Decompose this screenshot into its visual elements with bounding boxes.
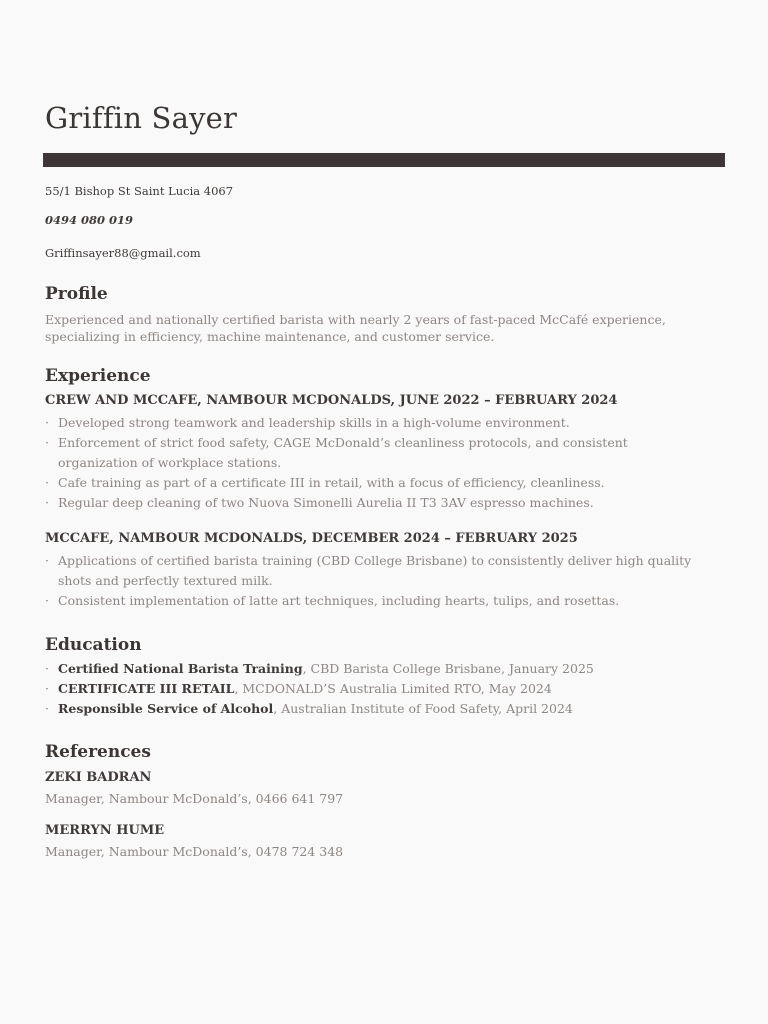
reference-name: MERRYN HUME — [45, 823, 165, 838]
education-list — [45, 659, 705, 719]
education-item — [45, 659, 705, 679]
phone-number: 0494 080 019 — [45, 213, 134, 227]
bullet-glyph: · — [45, 475, 49, 490]
education-provider: , MCDONALD’S Australia Limited RTO, May 2024 — [234, 681, 552, 696]
job-bullet — [45, 473, 705, 493]
profile-heading: Profile — [45, 284, 108, 304]
job-bullet-text: Regular deep cleaning of two Nuova Simonelli Aurelia II T3 3AV espresso machines. — [58, 495, 594, 510]
header-divider-bar — [43, 153, 725, 167]
job-title: MCCAFE, NAMBOUR MCDONALDS, DECEMBER 2024 – FEBRUARY 2025 — [45, 531, 578, 546]
job-bullet-list — [45, 413, 705, 513]
bullet-glyph: · — [45, 553, 49, 568]
job-bullet-list — [45, 551, 705, 611]
reference-detail: Manager, Nambour McDonald’s, 0478 724 348 — [45, 844, 344, 859]
education-provider: , Australian Institute of Food Safety, April 2024 — [273, 701, 573, 716]
reference-name: ZEKI BADRAN — [45, 770, 152, 785]
email-address: Griffinsayer88@gmail.com — [45, 246, 201, 260]
education-item — [45, 679, 705, 699]
bullet-glyph: · — [45, 435, 49, 450]
education-heading: Education — [45, 635, 142, 655]
job-bullet-text: Enforcement of strict food safety, CAGE McDonald’s cleanliness protocols, and consistent organization of workplace stations. — [58, 435, 628, 470]
job-title: CREW AND MCCAFE, NAMBOUR MCDONALDS, JUNE 2022 – FEBRUARY 2024 — [45, 393, 618, 408]
reference-detail: Manager, Nambour McDonald’s, 0466 641 797 — [45, 791, 344, 806]
education-item — [45, 699, 705, 719]
job-bullet — [45, 413, 705, 433]
job-bullet — [45, 551, 705, 591]
bullet-glyph: · — [45, 593, 49, 608]
education-provider: , CBD Barista College Brisbane, January 2025 — [302, 661, 594, 676]
bullet-glyph: · — [45, 415, 49, 430]
address: 55/1 Bishop St Saint Lucia 4067 — [45, 184, 234, 198]
education-qualification: Certified National Barista Training — [58, 661, 303, 676]
references-heading: References — [45, 742, 151, 762]
candidate-name: Griffin Sayer — [45, 101, 238, 135]
job-bullet-text: Cafe training as part of a certificate III in retail, with a focus of efficiency, cleanliness. — [58, 475, 605, 490]
experience-heading: Experience — [45, 366, 151, 386]
job-bullet — [45, 493, 705, 513]
bullet-glyph: · — [45, 495, 49, 510]
job-bullet — [45, 433, 705, 473]
education-qualification: CERTIFICATE III RETAIL — [58, 681, 235, 696]
job-bullet-text: Consistent implementation of latte art techniques, including hearts, tulips, and rosettas. — [58, 593, 620, 608]
job-bullet-text: Applications of certified barista training (CBD College Brisbane) to consistently deliver high quality shots and perfectly textured milk. — [58, 553, 692, 588]
bullet-glyph: · — [45, 681, 49, 696]
bullet-glyph: · — [45, 701, 49, 716]
job-bullet — [45, 591, 705, 611]
education-qualification: Responsible Service of Alcohol — [58, 701, 274, 716]
job-bullet-text: Developed strong teamwork and leadership skills in a high-volume environment. — [58, 415, 570, 430]
profile-text: Experienced and nationally certified barista with nearly 2 years of fast-paced McCafé experience, specializing in efficiency, machine maintenance, and customer service. — [45, 312, 666, 344]
bullet-glyph: · — [45, 661, 49, 676]
